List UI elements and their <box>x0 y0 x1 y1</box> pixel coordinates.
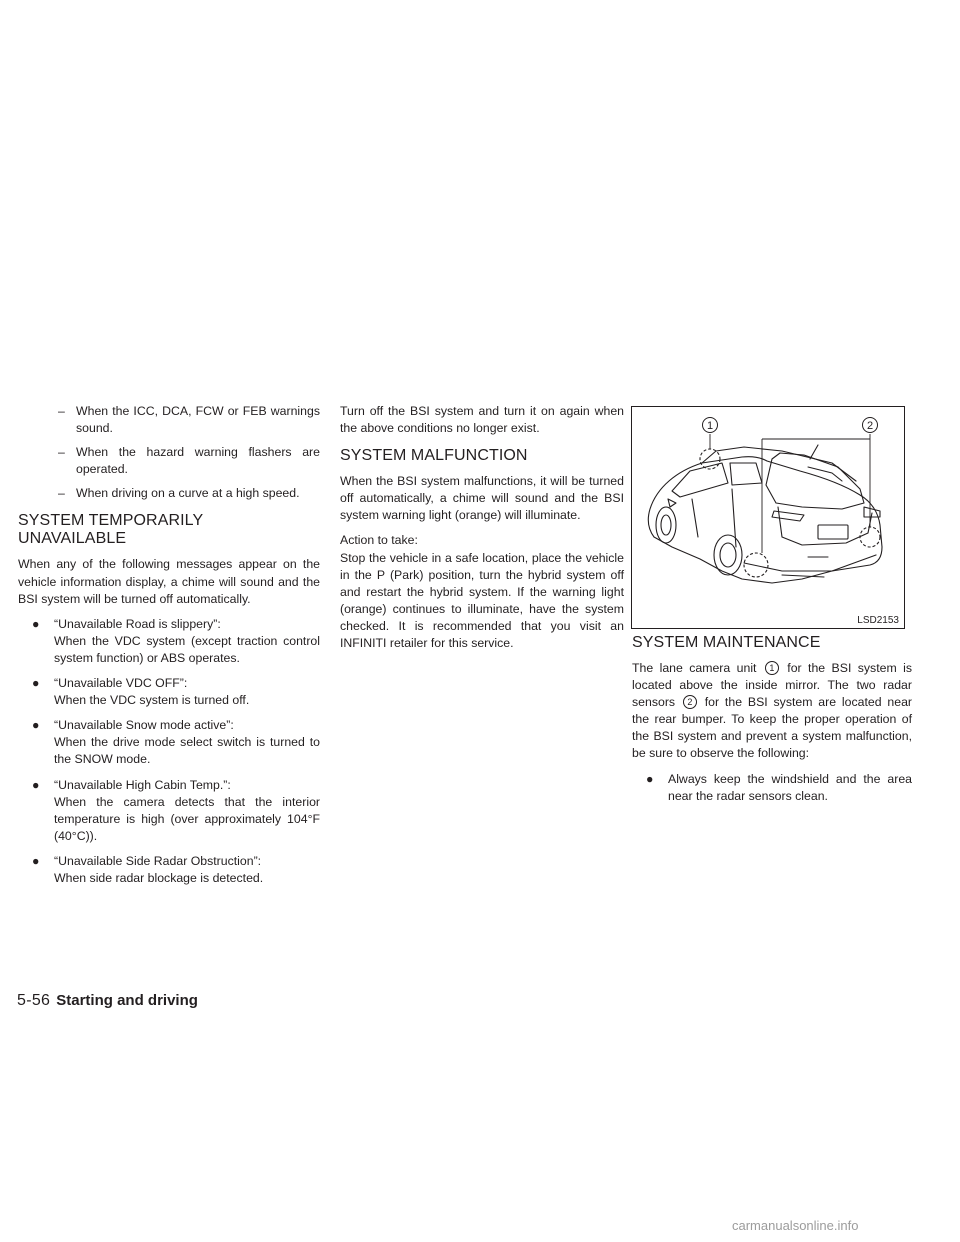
page-footer <box>17 992 198 1010</box>
column-right <box>632 634 912 813</box>
bullet-text: Always keep the windshield and the area near the radar sensors clean. <box>668 771 912 803</box>
callout-1-badge: 1 <box>765 661 779 675</box>
text-run: for the BSI system is located above the inside mirror. The two radar sensors <box>632 661 912 710</box>
dash-item <box>18 444 320 478</box>
bullet-icon: ● <box>32 718 40 733</box>
bullet-icon: ● <box>32 853 40 868</box>
callout-2-label: 2 <box>866 420 874 432</box>
bullet-text: When the VDC system (except traction control system function) or ABS operates. <box>54 633 320 665</box>
bullet-item <box>18 777 320 845</box>
column-middle <box>340 403 624 652</box>
bullet-text: When the drive mode select switch is turned to the SNOW mode. <box>54 735 320 767</box>
bullet-text: When the VDC system is turned off. <box>54 693 250 708</box>
paragraph: Turn off the BSI system and turn it on again when the above conditions no longer exist. <box>340 404 624 436</box>
bullet-text: When side radar blockage is detected. <box>54 870 264 885</box>
bullet-item <box>18 717 320 768</box>
dash-mark: – <box>58 445 65 460</box>
bullet-title: “Unavailable Snow mode active”: <box>54 718 234 733</box>
callout-2-badge: 2 <box>683 695 697 709</box>
section-title: Starting and driving <box>56 992 198 1009</box>
dash-item <box>18 485 320 502</box>
bullet-title: “Unavailable VDC OFF”: <box>54 676 188 691</box>
text-run: The lane camera unit <box>632 661 757 675</box>
bullet-icon: ● <box>32 676 40 691</box>
paragraph <box>632 660 912 763</box>
bullet-title: “Unavailable Side Radar Obstruction”: <box>54 853 262 868</box>
section-heading: SYSTEM TEMPORARILY UNAVAILABLE <box>18 512 203 548</box>
dash-item-text: When the hazard warning flashers are operated. <box>76 445 320 477</box>
bullet-icon: ● <box>32 777 40 792</box>
watermark: carmanualsonline.info <box>732 1218 859 1233</box>
bullet-item <box>18 853 320 887</box>
dash-item-text: When the ICC, DCA, FCW or FEB warnings sound. <box>76 404 320 436</box>
vehicle-rear-illustration <box>631 406 905 629</box>
paragraph: When any of the following messages appear on the vehicle information display, a chime will sound and the BSI system will be turned off automatically. <box>18 557 320 606</box>
dash-item-text: When driving on a curve at a high speed. <box>76 486 300 501</box>
text-run: for the BSI system are located near the rear bumper. To keep the proper operation of the BSI system and prevent a system malfunction, be sure to observe the following: <box>632 695 913 761</box>
section-heading: SYSTEM MAINTENANCE <box>632 634 821 651</box>
action-label: Action to take: <box>340 533 418 548</box>
callout-1-label: 1 <box>706 420 714 432</box>
dash-mark: – <box>58 486 65 501</box>
bullet-item <box>18 616 320 667</box>
bullet-item <box>632 771 912 805</box>
paragraph: Stop the vehicle in a safe location, place the vehicle in the P (Park) position, turn the hybrid system off and restart the hybrid system. If the warning light (orange) continues to illuminate, have the system checked. It is recommended that you visit an INFINITI retailer for this service. <box>340 550 624 651</box>
dash-item <box>18 403 320 437</box>
figure-code: LSD2153 <box>857 615 899 626</box>
bullet-text: When the camera detects that the interior temperature is high (over approximately 104°F (40°C)). <box>54 794 320 843</box>
section-heading: SYSTEM MALFUNCTION <box>340 447 528 465</box>
bullet-icon: ● <box>646 771 654 786</box>
page-number: 5-56 <box>17 992 51 1009</box>
bullet-title: “Unavailable Road is slippery”: <box>54 616 221 631</box>
column-left <box>18 403 320 895</box>
bullet-item <box>18 675 320 709</box>
bullet-title: “Unavailable High Cabin Temp.”: <box>54 777 231 792</box>
bullet-icon: ● <box>32 616 40 631</box>
paragraph: When the BSI system malfunctions, it will be turned off automatically, a chime will sound and the BSI system warning light (orange) will illuminate. <box>340 474 624 523</box>
dash-mark: – <box>58 404 65 418</box>
